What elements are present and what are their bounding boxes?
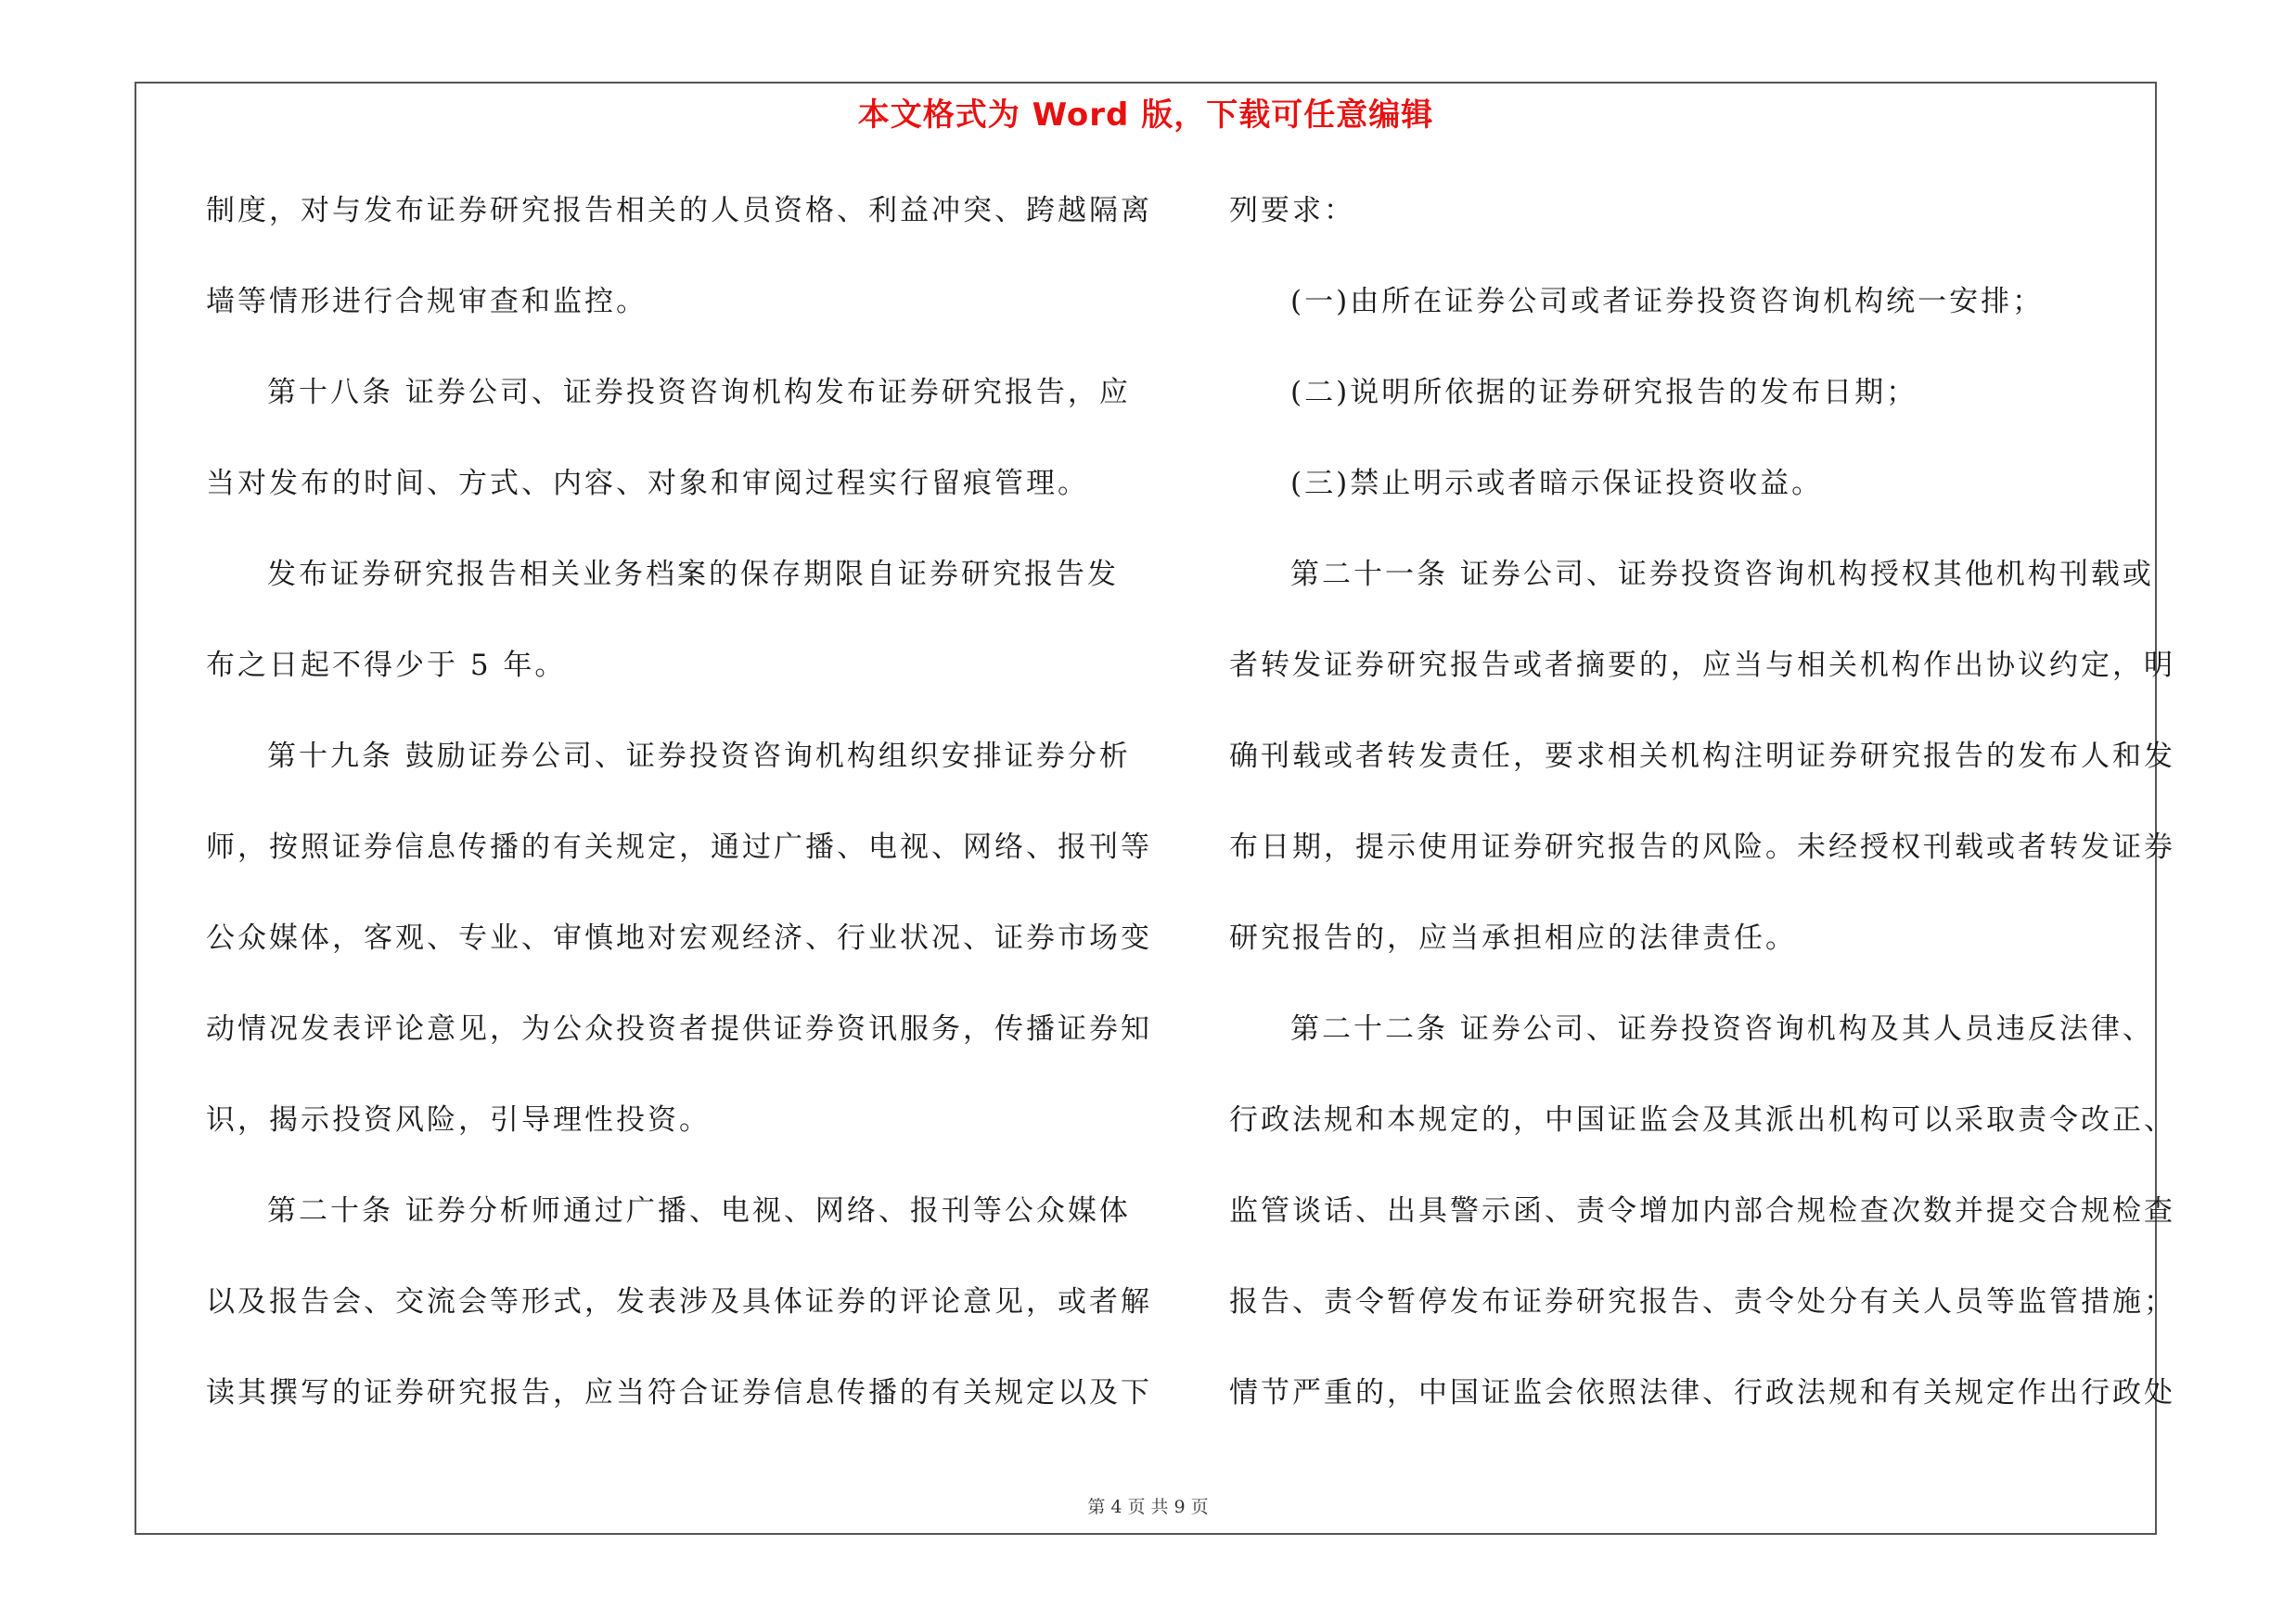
- text-line: 第二十二条 证券公司、证券投资咨询机构及其人员违反法律、: [1290, 1012, 2154, 1046]
- text-line: 识，揭示投资风险，引导理性投资。: [206, 1103, 711, 1137]
- text-line: 报告、责令暂停发布证券研究报告、责令处分有关人员等监管措施；: [1229, 1285, 2175, 1319]
- text-line: 者转发证券研究报告或者摘要的，应当与相关机构作出协议约定，明: [1229, 649, 2175, 682]
- text-line: (一)由所在证券公司或者证券投资咨询机构统一安排；: [1290, 285, 2045, 318]
- text-line: 当对发布的时间、方式、内容、对象和审阅过程实行留痕管理。: [206, 467, 1089, 500]
- text-line: 以及报告会、交流会等形式，发表涉及具体证券的评论意见，或者解: [206, 1285, 1152, 1319]
- left-column: [206, 181, 1152, 1454]
- text-line: 布日期，提示使用证券研究报告的风险。未经授权刊载或者转发证券: [1229, 831, 2175, 864]
- text-line: 情节严重的，中国证监会依照法律、行政法规和有关规定作出行政处: [1229, 1376, 2175, 1410]
- text-line: 确刊载或者转发责任，要求相关机构注明证券研究报告的发布人和发: [1229, 740, 2175, 773]
- text-line: 研究报告的，应当承担相应的法律责任。: [1229, 921, 1797, 955]
- text-line: 布之日起不得少于 5 年。: [206, 649, 567, 682]
- text-line: 监管谈话、出具警示函、责令增加内部合规检查次数并提交合规检查: [1229, 1194, 2175, 1228]
- text-line: (二)说明所依据的证券研究报告的发布日期；: [1290, 376, 1918, 409]
- text-line: (三)禁止明示或者暗示保证投资收益。: [1290, 467, 1824, 500]
- text-line: 墙等情形进行合规审查和监控。: [206, 285, 648, 318]
- text-line: 公众媒体，客观、专业、审慎地对宏观经济、行业状况、证券市场变: [206, 921, 1152, 955]
- text-line: 第二十一条 证券公司、证券投资咨询机构授权其他机构刊载或: [1290, 558, 2154, 591]
- right-column: [1229, 181, 2175, 1454]
- page-number-footer: 第 4 页 共 9 页: [1087, 1497, 1209, 1517]
- text-line: 师，按照证券信息传播的有关规定，通过广播、电视、网络、报刊等: [206, 831, 1152, 864]
- text-line: 列要求：: [1229, 194, 1355, 227]
- text-line: 第十九条 鼓励证券公司、证券投资咨询机构组织安排证券分析: [267, 740, 1131, 773]
- text-line: 制度，对与发布证券研究报告相关的人员资格、利益冲突、跨越隔离: [206, 194, 1152, 227]
- header-banner: 本文格式为 Word 版，下载可任意编辑: [857, 97, 1434, 134]
- text-line: 动情况发表评论意见，为公众投资者提供证券资讯服务，传播证券知: [206, 1012, 1152, 1046]
- text-line: 第二十条 证券分析师通过广播、电视、网络、报刊等公众媒体: [267, 1194, 1131, 1228]
- text-line: 读其撰写的证券研究报告，应当符合证券信息传播的有关规定以及下: [206, 1376, 1152, 1410]
- text-line: 发布证券研究报告相关业务档案的保存期限自证券研究报告发: [267, 558, 1119, 591]
- text-line: 第十八条 证券公司、证券投资咨询机构发布证券研究报告，应: [267, 376, 1131, 409]
- text-line: 行政法规和本规定的，中国证监会及其派出机构可以采取责令改正、: [1229, 1103, 2175, 1137]
